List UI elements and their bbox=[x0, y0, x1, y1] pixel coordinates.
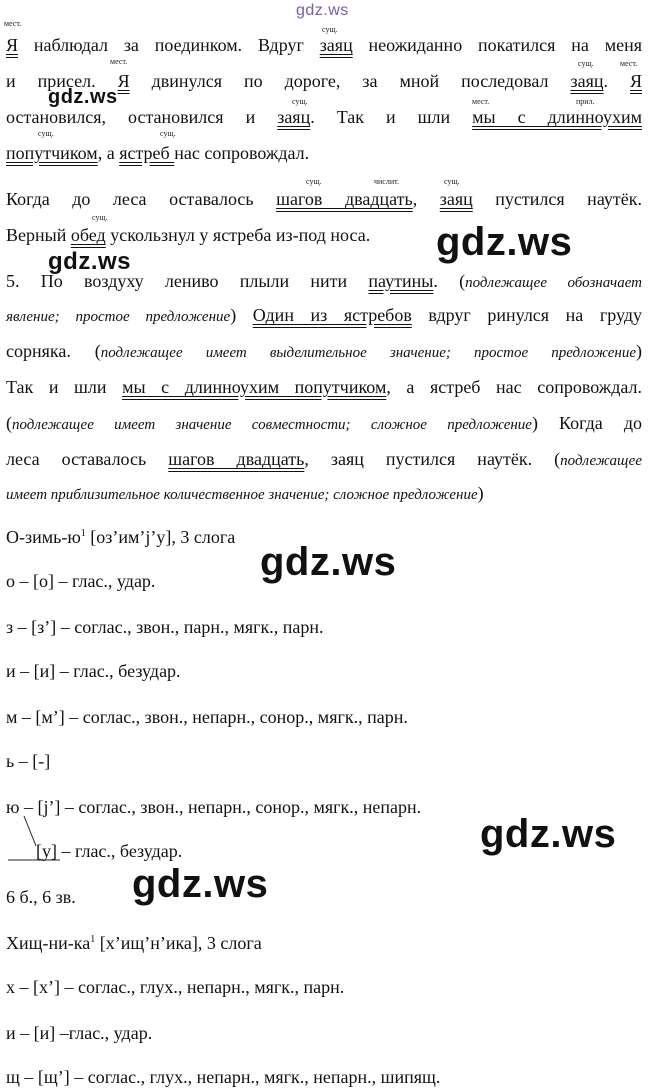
italic-note: подлежащее имеет значение совместности; сложное предложение bbox=[12, 417, 532, 433]
pos-annotation: мест. bbox=[110, 57, 128, 66]
subject-word: ястреб bbox=[119, 143, 175, 163]
text-fragment: ) bbox=[636, 341, 642, 361]
text-line bbox=[6, 142, 642, 164]
pos-annotation: сущ. bbox=[92, 213, 108, 222]
watermark-small: gdz.ws bbox=[48, 86, 118, 108]
italic-note: подлежащее обозначает bbox=[465, 275, 642, 291]
text-fragment: Так и шли bbox=[6, 377, 123, 397]
text-line bbox=[6, 106, 642, 128]
phonetic-line: м – [м’] – соглас., звон., непарн., сонор., мягк., парн. bbox=[6, 707, 408, 727]
pos-annotation: сущ. bbox=[292, 97, 308, 106]
summary-line: 6 б., 6 зв. bbox=[6, 887, 76, 907]
pos-annotation: мест. bbox=[620, 59, 638, 68]
italic-note: явление; простое предложение bbox=[6, 309, 231, 325]
text-fragment: ) bbox=[477, 483, 484, 503]
phonetic-line: и – [и] –глас., удар. bbox=[6, 1023, 153, 1043]
text-fragment: , заяц пустился наутёк. ( bbox=[304, 449, 561, 469]
text-fragment: двинулся по дороге, за мной последовал bbox=[129, 71, 571, 91]
text-fragment: ) Когда до bbox=[531, 413, 642, 433]
footnote-mark: 1 bbox=[80, 528, 86, 539]
text-fragment: , bbox=[412, 189, 440, 209]
phonetic-line: х – [х’] – соглас., глух., непарн., мягк., парн. bbox=[6, 977, 345, 997]
text-line bbox=[6, 412, 642, 436]
subject-word: Я bbox=[117, 71, 130, 91]
footnote-mark: 1 bbox=[90, 934, 96, 945]
word-analysis-title bbox=[6, 526, 642, 548]
text-fragment: , а ястреб нас сопровождал. bbox=[386, 377, 642, 397]
text-line bbox=[6, 270, 642, 294]
text-line bbox=[6, 304, 642, 328]
pos-annotation: числит. bbox=[374, 177, 400, 186]
subject-word: Один из ястребов bbox=[252, 305, 412, 325]
text-line bbox=[6, 340, 642, 364]
pos-annotation: прил. bbox=[576, 97, 595, 106]
italic-note: подлежащее имеет выделительное значение; простое предложение bbox=[100, 345, 636, 361]
text-fragment: остановился, остановился и bbox=[6, 107, 278, 127]
text-fragment: ( bbox=[6, 413, 12, 433]
text-line bbox=[6, 376, 642, 398]
pos-annotation: сущ. bbox=[306, 177, 322, 186]
subject-word: заяц bbox=[277, 107, 311, 127]
text-line bbox=[6, 188, 642, 210]
text-fragment: неожиданно покатился на меня bbox=[352, 35, 642, 55]
watermark-small: gdz.ws bbox=[48, 248, 132, 275]
text-fragment: и присел. bbox=[6, 71, 118, 91]
text-line bbox=[6, 34, 642, 56]
text-fragment: нас сопровождал. bbox=[174, 143, 310, 163]
subject-word: заяц bbox=[570, 71, 604, 91]
word-syllables: О-зимь-ю bbox=[6, 527, 81, 547]
subject-word: паутины bbox=[368, 271, 434, 291]
text-fragment: пустился наутёк. bbox=[472, 189, 642, 209]
watermark: gdz.ws bbox=[132, 862, 269, 906]
text-fragment: сорняка. ( bbox=[6, 341, 101, 361]
subject-word: попутчиком bbox=[6, 143, 98, 163]
text-fragment: вдруг ринулся на груду bbox=[411, 305, 643, 325]
subject-word: заяц bbox=[319, 35, 353, 55]
text-fragment: Верный bbox=[6, 225, 71, 245]
phonetic-line: [у] – глас., безудар. bbox=[36, 841, 183, 861]
subject-word: мы с длинноухим попутчиком bbox=[122, 377, 387, 397]
text-line bbox=[6, 448, 642, 472]
subject-word: мы с длинноухим bbox=[472, 107, 642, 127]
pos-annotation: мест. bbox=[472, 97, 490, 106]
subject-word: шагов двадцать bbox=[168, 449, 305, 469]
transcription: [х’ищ’н’ика], 3 слога bbox=[95, 933, 262, 953]
subject-word: Я bbox=[6, 35, 19, 55]
text-fragment: . bbox=[603, 71, 630, 91]
transcription: [оз’им’j’у], 3 слога bbox=[85, 527, 236, 547]
text-fragment: наблюдал за поединком. Вдруг bbox=[18, 35, 320, 55]
subject-word: шагов двадцать bbox=[276, 189, 413, 209]
text-fragment: ускользнул у ястреба из-под носа. bbox=[105, 225, 371, 245]
watermark: gdz.ws bbox=[436, 220, 573, 264]
pos-annotation: сущ. bbox=[38, 129, 54, 138]
italic-note: подлежащее bbox=[560, 453, 642, 469]
watermark: gdz.ws bbox=[260, 540, 397, 584]
phonetic-line: з – [з’] – соглас., звон., парн., мягк., парн. bbox=[6, 617, 324, 637]
phonetic-line: и – [и] – глас., безудар. bbox=[6, 661, 181, 681]
text-fragment: Когда до леса оставалось bbox=[6, 189, 277, 209]
text-fragment: . Так и шли bbox=[310, 107, 473, 127]
word-analysis-title bbox=[6, 932, 642, 954]
text-fragment: . ( bbox=[433, 271, 466, 291]
italic-note: имеет приблизительное количественное значение; сложное предложение bbox=[6, 487, 478, 503]
pos-annotation: сущ. bbox=[444, 177, 460, 186]
subject-word: Я bbox=[630, 71, 643, 91]
pos-annotation: мест. bbox=[4, 19, 22, 28]
text-line bbox=[6, 482, 642, 506]
pos-annotation: сущ. bbox=[578, 59, 594, 68]
text-line bbox=[6, 70, 642, 92]
pos-annotation: сущ. bbox=[322, 25, 338, 34]
text-fragment: 5. По воздуху лениво плыли нити bbox=[6, 271, 369, 291]
subject-word: заяц bbox=[439, 189, 473, 209]
watermark-top: gdz.ws bbox=[296, 2, 349, 19]
text-fragment: , а bbox=[97, 143, 120, 163]
text-fragment: ) bbox=[230, 305, 253, 325]
pos-annotation: сущ. bbox=[160, 129, 176, 138]
text-line bbox=[6, 224, 642, 246]
phonetic-line: ь – [-] bbox=[6, 751, 51, 771]
text-fragment: леса оставалось bbox=[6, 449, 169, 469]
word-syllables: Хищ-ни-ка bbox=[6, 933, 91, 953]
subject-word: обед bbox=[70, 225, 106, 245]
connector-stroke bbox=[24, 816, 36, 846]
phonetic-line: ю – [j’] – соглас., звон., непарн., сонор., мягк., непарн. bbox=[6, 797, 422, 817]
watermark: gdz.ws bbox=[480, 812, 617, 856]
phonetic-line: щ – [щ’] – соглас., глух., непарн., мягк., непарн., шипящ. bbox=[6, 1067, 441, 1087]
phonetic-line: о – [о] – глас., удар. bbox=[6, 571, 156, 591]
